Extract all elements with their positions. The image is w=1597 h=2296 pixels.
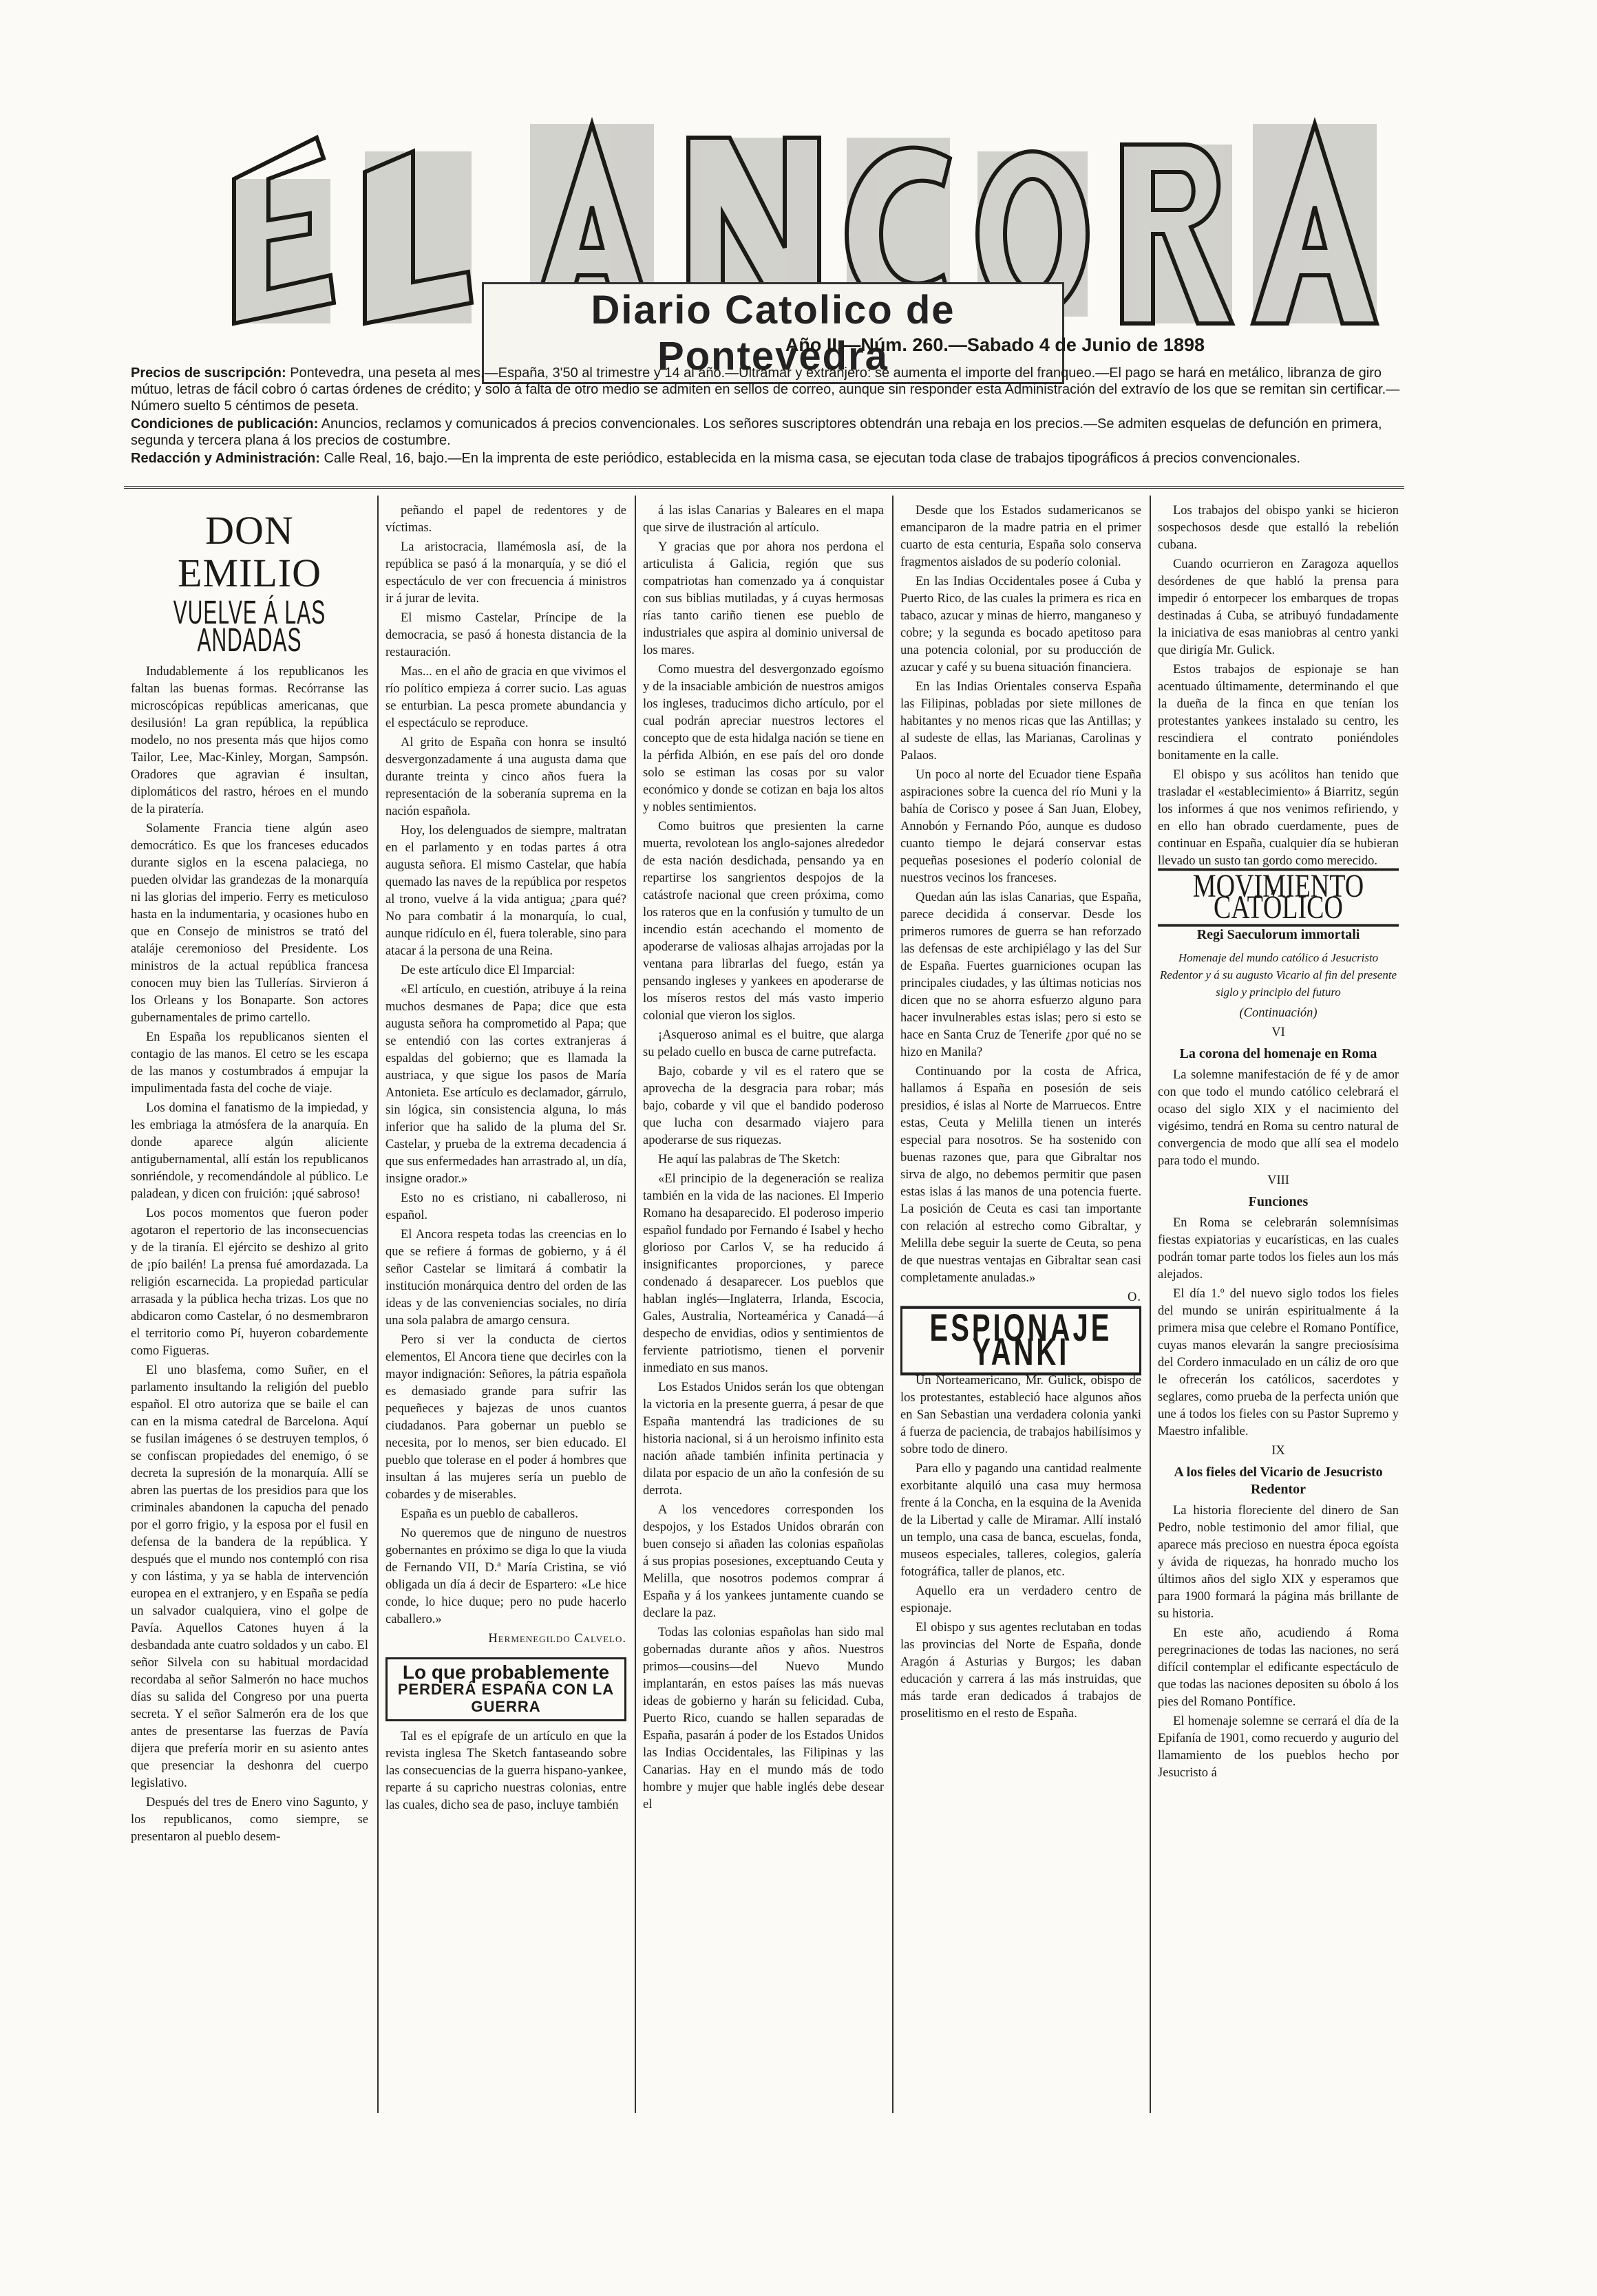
precios-line: [131, 365, 1404, 414]
condiciones-label: Condiciones de publicación:: [131, 416, 319, 432]
paragraph: Tal es el epígrafe de un artículo en que la revista inglesa The Sketch fantaseando sobre las consecuencias de la guerra hispano-yankee, reparte á su capricho nuestras colonias, entre las cuales, dicho sea de paso, incluye también: [385, 1730, 626, 1812]
paragraph: El uno blasfema, como Suñer, en el parlamento insultando la religión del pueblo español. El otro autoriza que se baile el can can en la misma catedral de Barcelona. Aquí se fusilan imágenes ó se destruyen templos, ó se confiscan propiedades del enemigo, ó se decreta la supresión de la monarquía. Allí se abren las puertas de los presidios para que los criminales abandonen la capucha del penado por el gorro frigio, y la esposa por el fusil en defensa de la bandera de la república. Y después que el mundo nos contempló con risa y con lástima, y ya se habla de intervención europea en el extranjero, y en España se pedía un salvador cualquiera, vino el golpe de Pavía. Aquellos Catones huyen á la desbandada ante cuatro soldados y un cabo. El señor Silvela con su habitual mordacidad recordaba al señor Salmerón no hace muchos días su salida del Congreso por una puerta secreta. Y el señor Salmerón era de los que antes de presentarse las fuerzas de Pavía dijera que prefería morir en su asiento antes que presenciar la deshonra del cuerpo legislativo.: [131, 1363, 368, 1790]
column-1: [131, 502, 368, 2113]
paragraph: La solemne manifestación de fé y de amor con que todo el mundo católico celebrará el ocaso del siglo XIX y el nacimiento del vigésimo, tendrá en Roma su centro natural de convergencia de modo que allí sea el modelo para todo el mundo.: [1158, 1068, 1399, 1168]
paragraph: En este año, acudiendo á Roma peregrinaciones de todas las naciones, no será difícil contemplar el edificante espectáculo de que todas las naciones depositen su óbolo á los pies del Romano Pontífice.: [1158, 1626, 1399, 1709]
condiciones-text: Anuncios, reclamos y comunicados á precios convencionales. Los señores suscriptores obtendrán una rebaja en los precios.—Se admiten esquelas de defunción en primera, segunda y tercera plana á los precios de costumbre.: [131, 416, 1382, 448]
masthead-subtitle: Diario Catolico de Pontevedra: [482, 282, 1064, 384]
paragraph: De este artículo dice El Imparcial:: [401, 964, 575, 977]
paragraph: En Roma se celebrarán solemnísimas fiestas expiatorias y eucarísticas, en las cuales podrán tomar parte todos los fieles aun los más alejados.: [1158, 1216, 1399, 1282]
column-5: [1158, 502, 1399, 2113]
paragraph: Mas... en el año de gracia en que vivimos el río político empieza á correr sucio. Las aguas se enturbian. La pesca promete abundancia y el espectáculo se reproduce.: [385, 665, 626, 730]
column-3: [643, 502, 884, 2113]
section-motto: Regi Saeculorum immortali: [1196, 927, 1360, 942]
paragraph: Bajo, cobarde y vil es el ratero que se aprovecha de la desgracia para robar; más bajo, cobarde y vil que el bandido poderoso que lucha con desarmado viajero para apoderarse de sus riquezas.: [643, 1065, 884, 1147]
paragraph: Indudablemente á los republicanos les faltan las buenas formas. Recórranse las microscópicas repúblicas americanas, que desilusión! La gran república, la república modelo, no nos presenta más que hijos como Tailor, Lee, Mac-Kinley, Morgan, Sampsón. Oradores que agravian é insultan, diplomáticos del rastro, héroes en el mundo de la piratería.: [131, 665, 368, 816]
precios-text: Pontevedra, una peseta al mes.—España, 3'50 al trimestre y 14 al año.—Ultramar y extranjero: se aumenta el importe del franqueo.—El pago se hará en metálico, libranza de giro mútuo, letras de fácil cobro ó cartas órdenes de crédito; y solo á falta de otro medio se admiten en sellos de correo, aunque sin responder esta Administración del extravío de los que se remitan sin certificar.—Número suelto 5 céntimos de peseta.: [131, 365, 1400, 414]
article-signature: O.: [1128, 1290, 1141, 1304]
paragraph: La aristocracia, llamémosla así, de la república se pasó á la monarquía, y se dió el espectáculo de ver con frecuencia á ministros ir á jurar de levita.: [385, 540, 626, 606]
paragraph: España es un pueblo de caballeros.: [401, 1507, 578, 1521]
paragraph: Un poco al norte del Ecuador tiene España aspiraciones sobre la cuenca del río Muni y la bahía de Corisco y posee á San Juan, Elobey, Annobón y Fernando Póo, aunque es dudoso cuanto tiempo le dejará conservar estas pequeñas posesiones el poderío colonial de nuestros vecinos los franceses.: [900, 768, 1141, 885]
article-headline: DON EMILIO: [178, 508, 321, 595]
issue-dateline: Año II.—Núm. 260.—Sabado 4 de Junio de 1898: [785, 334, 1205, 355]
column-4: [900, 502, 1141, 2113]
paragraph: Continuando por la costa de Africa, hallamos á España en posesión de seis presidios, é islas al Norte de Marruecos. Entre estas, Ceuta y Melilla tienen un interés especial para nosotros. Se ha sostenido con buenas razones que, para que Gibraltar nos sirva de algo, no debemos permitir que pasen estas islas á las manos de una potencia fuerte. La posición de Ceuta es casi tan importante con relación al estrecho como Gibraltar, y Melilla debe seguir la suerte de Ceuta, so pena de que nuestras ventajas en Gibraltar sean casi completamente anuladas.»: [900, 1065, 1141, 1285]
article-subheadline: VUELVE Á LAS ANDADAS: [173, 595, 326, 659]
section-number: IX: [1271, 1444, 1285, 1458]
paragraph: Como muestra del desvergonzado egoísmo y de la insaciable ambición de nuestros amigos los ingleses, traducimos dicho artículo, por el cual podrán apreciar nuestros lectores el concepto que de esta hidalga nación se tiene en la pérfida Albión, en ese país del oro donde solo se estiman las cosas por su valor económico y donde se cotizan en baja los altos y nobles sentimientos.: [643, 663, 884, 814]
redaccion-text: Calle Real, 16, bajo.—En la imprenta de este periódico, establecida en la misma casa, se ejecutan toda clase de trabajos tipográficos á precios convencionales.: [324, 451, 1301, 466]
paragraph: Desde que los Estados sudamericanos se emanciparon de la madre patria en el primer cuarto de esta centuria, España solo conserva fragmentos aislados de su poderío colonial.: [900, 504, 1141, 569]
paragraph: El homenaje solemne se cerrará el día de la Epifanía de 1901, como recuerdo y augurio del llamamiento de los pueblos hecho por Jesucristo á: [1158, 1714, 1399, 1780]
redaccion-line: [131, 450, 1404, 467]
paragraph: Después del tres de Enero vino Sagunto, y los republicanos, como siempre, se presentaron al pueblo desem-: [131, 1796, 368, 1844]
paragraph: Los Estados Unidos serán los que obtengan la victoria en la presente guerra, á pesar de que España mantendrá las tradiciones de su historia nacional, si á un heroismo infinito esta nación añade también infinita pertinacia y dilata por espacio de un año la confesión de su derrota.: [643, 1381, 884, 1498]
continuation-note: (Continuación): [1239, 1006, 1318, 1020]
paragraph: A los vencedores corresponden los despojos, y los Estados Unidos obrarán con buen consejo si añaden las colonias españolas á sus propias posesiones, exceptuando Ceuta y Melilla, que nosotros podemos comprar á España y á los yankees juntamente cuando se declare la paz.: [643, 1503, 884, 1620]
paragraph: Aquello era un verdadero centro de espionaje.: [900, 1584, 1141, 1615]
paragraph: Hoy, los delenguados de siempre, maltratan en el parlamento y en todas partes á otra augusta señora. El mismo Castelar, que había quemado las naves de la república por respetos al trono, vuelve á la vida antigua; ¿para qué? No para combatir á la monarquía, lo cual, aunque ridículo en él, fuera tolerable, sino para atacar á la persona de una Reina.: [385, 824, 626, 958]
section-number: VI: [1271, 1025, 1285, 1039]
column-divider: [892, 496, 893, 2113]
subsection-title: Funciones: [1248, 1194, 1309, 1209]
paragraph: Todas las colonias españolas han sido mal gobernadas durante años y años. Nuestros primos—cousins—del Nuevo Mundo implantarán, en estos países las más nuevas ideas de gobierno y harán su felicidad. Cuba, Puerto Rico, cuando se hallen separadas de España, pasarán á poder de los Estados Unidos las Indias Occidentales, las Filipinas y las Canarias. Hay en el mundo más de todo hombre y mujer que hable inglés debe desear el: [643, 1626, 884, 1811]
subscription-info: [131, 365, 1404, 468]
section-number: VIII: [1267, 1173, 1289, 1187]
paragraph: En las Indias Orientales conserva España las Filipinas, pobladas por siete millones de habitantes y no menos ricas que las Antillas; y al sudeste de ellas, las Marianas, Carolinas y Palaos.: [900, 680, 1141, 763]
paragraph: ¡Asqueroso animal es el buitre, que alarga su pelado cuello en busca de carne putrefacta.: [643, 1028, 884, 1059]
paragraph: «El artículo, en cuestión, atribuye á la reina muchos desmanes de Papa; dice que esta augusta señora ha comprometido al Papa; que se entendió con las cortes extranjeras á espaldas del gobierno; que es llamada la austriaca, y que sigue los pasos de María Antonieta. Ese artículo es declamador, gárrulo, sin lógica, sin consistencia alguna, lo más inferior que ha salido de la pluma del Sr. Castelar, y prueba de la extrema decadencia á que sus enfermedades han arrastrado al, un día, insigne orador.»: [385, 983, 626, 1186]
paragraph: No queremos que de ninguno de nuestros gobernantes en próximo se diga lo que la viuda de Fernando VII, D.ª María Cristina, se vió obligada un día á decir de Espartero: «Le hice conde, lo hice duque; pero no pude hacerlo caballero.»: [385, 1527, 626, 1626]
paragraph: Los trabajos del obispo yanki se hicieron sospechosos desde que estalló la rebelión cubana.: [1158, 504, 1399, 552]
paragraph: Cuando ocurrieron en Zaragoza aquellos desórdenes de que habló la prensa para impedir ó entorpecer los embarques de tropas destinadas á Cuba, se atribuyó fundadamente la iniciativa de esas maniobras al centro yanki que dirigía Mr. Gulick.: [1158, 557, 1399, 657]
paragraph: El mismo Castelar, Príncipe de la democracia, se pasó á honesta distancia de la restauración.: [385, 611, 626, 659]
paragraph: Esto no es cristiano, ni caballeroso, ni español.: [385, 1191, 626, 1222]
paragraph: En España los republicanos sienten el contagio de las manos. El cetro se les escapa de las manos y costumbrados á empujar la impulimentada fasta del coche de viaje.: [131, 1030, 368, 1096]
paragraph: «El principio de la degeneración se realiza también en la vida de las naciones. El Imperio Romano ha desaparecido. El poderoso imperio español fundado por Fernando é Isabel y hecho glorioso por Carlos V, se ha reducido á insignificantes proporciones, y parece condenado á desaparecer. Los pueblos que hablan inglés—Inglaterra, Irlanda, Escocia, Gales, Australia, Norteamérica y Canadá—á despecho de envidias, odios y sentimientos de ferviente patriotismo, tienen el porvenir inmediato en sus manos.: [643, 1172, 884, 1375]
paragraph: peñando el papel de redentores y de víctimas.: [385, 504, 626, 535]
subsection-title: A los fieles del Vicario de Jesucristo Redentor: [1174, 1465, 1383, 1497]
column-divider: [1150, 496, 1151, 2113]
box-title-line1: Lo que probablemente: [402, 1661, 610, 1683]
precios-label: Precios de suscripción:: [131, 365, 286, 381]
article-box-title: [385, 1657, 626, 1721]
paragraph: Pero si ver la conducta de ciertos elementos, El Ancora tiene que decirles con la mayor indignación: Señores, la pátria española es demasiado grande para sufrir las pequeñeces y bajezas de unos cuantos ciudadanos. Para gobernar un pueblo se necesita, por lo menos, ser bien educado. El pueblo que tolerase en el poder á hombres que insultan á las mujeres sería un pueblo de cobardes y de miserables.: [385, 1333, 626, 1502]
paragraph: Quedan aún las islas Canarias, que España, parece decidida á conservar. Desde los primeros rumores de guerra se han reforzado las defensas de este archipiélago y las del Sur de España. Fuertes guarniciones ocupan las principales ciudades, y las últimas noticias nos dicen que no se ahorra esfuerzo alguno para hacer invulnerables estas islas; pero si esto se hace en Santa Cruz de Tenerife ¿por qué no se hizo en Manila?: [900, 891, 1141, 1059]
paragraph: La historia floreciente del dinero de San Pedro, noble testimonio del amor filial, que aparece más precioso en nuestra época egoísta y ávida de riquezas, ha honrado mucho los últimos años del siglo XIX y esperamos que para 1900 formará la página más brillante de su historia.: [1158, 1504, 1399, 1621]
paragraph: En las Indias Occidentales posee á Cuba y Puerto Rico, de las cuales la primera es rica en tabaco, azucar y minas de hierro, manganeso y cobre; y la segunda es bocado apetitoso para una potencia colonial, por su producción de azucar y café y su buena situación financiera.: [900, 575, 1141, 674]
article-box-title: ESPIONAJE YANKI: [900, 1306, 1141, 1376]
paragraph: El obispo y sus agentes reclutaban en todas las provincias del Norte de España, donde Aragón á Asturias y Burgos; les daban educación y carrera á las más instruidas, que más tarde eran dedicados á trabajos de proselitismo en el resto de España.: [900, 1621, 1141, 1721]
paragraph: Para ello y pagando una cantidad realmente exorbitante alquiló una casa muy hermosa frente á la Concha, en la esquina de la Avenida de la Libertad y calle de Miramar. Allí instaló un templo, una casa de banca, escuelas, fonda, museos especiales, talleres, colegios, galería fotográfica, taller de planos, etc.: [900, 1462, 1141, 1579]
paragraph: Estos trabajos de espionaje se han acentuado últimamente, determinando el que la dueña de la finca en que tenían los protestantes yankees instalado su centro, les rescindiera el contrato poniéndoles bonitamente en la calle.: [1158, 663, 1399, 763]
redaccion-label: Redacción y Administración:: [131, 451, 320, 466]
paragraph: El obispo y sus acólitos han tenido que trasladar el «establecimiento» á Biarritz, según los informes á que nos venimos refiriendo, y en ello han obrado cuerdamente, pues de continuar en España, cualquier día se hubieran llevado un susto tan gordo como merecido.: [1158, 768, 1399, 868]
paragraph: El día 1.º del nuevo siglo todos los fieles del mundo se unirán espiritualmente á la primera misa que celebre el Romano Pontífice, cuyas manos elevarán la sangre preciosísima del Cordero inmaculado en un cáliz de oro que le ofrecerán los católicos, sacerdotes y seglares, como prueba de la perfecta unión que une á todos los fieles con su Pastor Supremo y Maestro infalible.: [1158, 1287, 1399, 1438]
box-title-line2: PERDERÁ ESPAÑA CON LA GUERRA: [397, 1681, 615, 1715]
paragraph: Como buitros que presienten la carne muerta, revolotean los anglo-sajones alrededor de esta nación desdichada, pensando ya en repartirse los sangrientos despojos de la catástrofe nacional que creen próxima, como los rateros que en la confusión y tumulto de un incendio están acechando el momento de apoderarse de valiosas alhajas arrojadas por la ventana para librarlas del fuego, están ya pensando ingleses y yankees en apoderarse de los míseros restos del más vasto imperio colonial que vieron los siglos.: [643, 820, 884, 1023]
section-title: MOVIMIENTO CATÓLICO: [1158, 869, 1399, 927]
paragraph: Y gracias que por ahora nos perdona el articulista á Galicia, región que sus compatriotas han comenzado ya á conquistar con sus biblias mutiladas, y á cuyas hermosas rías tanto cariño tienen ese pueblo de industriales que aspira al dominio universal de los mares.: [643, 540, 884, 657]
paragraph: Los domina el fanatismo de la impiedad, y les embriaga la atmósfera de la anarquía. En donde aparece algún aliciente antigubernamental, allí están los republicanos sonriéndole, y recomendándole al público. Le paladean, y dicen con fruición: ¡qué sabroso!: [131, 1101, 368, 1201]
paragraph: Los pocos momentos que fueron poder agotaron el repertorio de las inconsecuencias y de la tiranía. El ejército se deshizo al grito de ¡pío bailén! La prensa fué amordazada. La religión escarnecida. La propiedad particular arrasada y la pública hecha trizas. Los que no abdicaron como Castelar, ó no desmembraron el territorio como Pí, huyeron cobardemente como Figueras.: [131, 1207, 368, 1358]
paragraph: Un Norteamericano, Mr. Gulick, obispo de los protestantes, estableció hace algunos años en San Sebastian una verdadera colonia yanki á fuerza de paciencia, de trabajos habilísimos y sobre todo de dinero.: [900, 1374, 1141, 1456]
header-divider: [124, 486, 1404, 489]
section-dedication: Homenaje del mundo católico á Jesucristo Redentor y á su augusto Vicario al fin del presente siglo y principio del futuro: [1159, 951, 1397, 999]
column-divider: [635, 496, 636, 2113]
paragraph: Solamente Francia tiene algún aseo democrático. Es que los franceses educados durante siglos en la escena palaciega, no pueden olvidar las grandezas de la monarquía ni las glorias del imperio. Ferry es meticuloso hasta en la indumentaria, y ocasiones hubo en que en Consejo de ministros se trató del ataláje ceremonioso del Presidente. Los ministros de la actual república francesa conocen muy bien las Tullerías. Sirvieron á los Orleans y los Bonaparte. Son actores gubernamentales de primo cartello.: [131, 822, 368, 1025]
paragraph: El Ancora respeta todas las creencias en lo que se refiere á formas de gobierno, y á él señor Castelar se limitará á combatir la institución monárquica dentro del orden de las ideas y de las conveniencias sociales, no diría una sola palabra de amargo censura.: [385, 1228, 626, 1328]
article-signature: Hermenegildo Calvelo.: [488, 1632, 626, 1646]
condiciones-line: [131, 416, 1404, 449]
paragraph: á las islas Canarias y Baleares en el mapa que sirve de ilustración al artículo.: [643, 504, 884, 535]
column-divider: [377, 496, 379, 2113]
paragraph: He aquí las palabras de The Sketch:: [658, 1153, 840, 1167]
paragraph: Al grito de España con honra se insultó desvergonzadamente á una augusta dama que durante treinta y cinco años fuera la representación de la soberanía suprema en la nación española.: [385, 736, 626, 818]
subsection-title: La corona del homenaje en Roma: [1179, 1046, 1377, 1061]
column-2: [385, 502, 626, 2113]
